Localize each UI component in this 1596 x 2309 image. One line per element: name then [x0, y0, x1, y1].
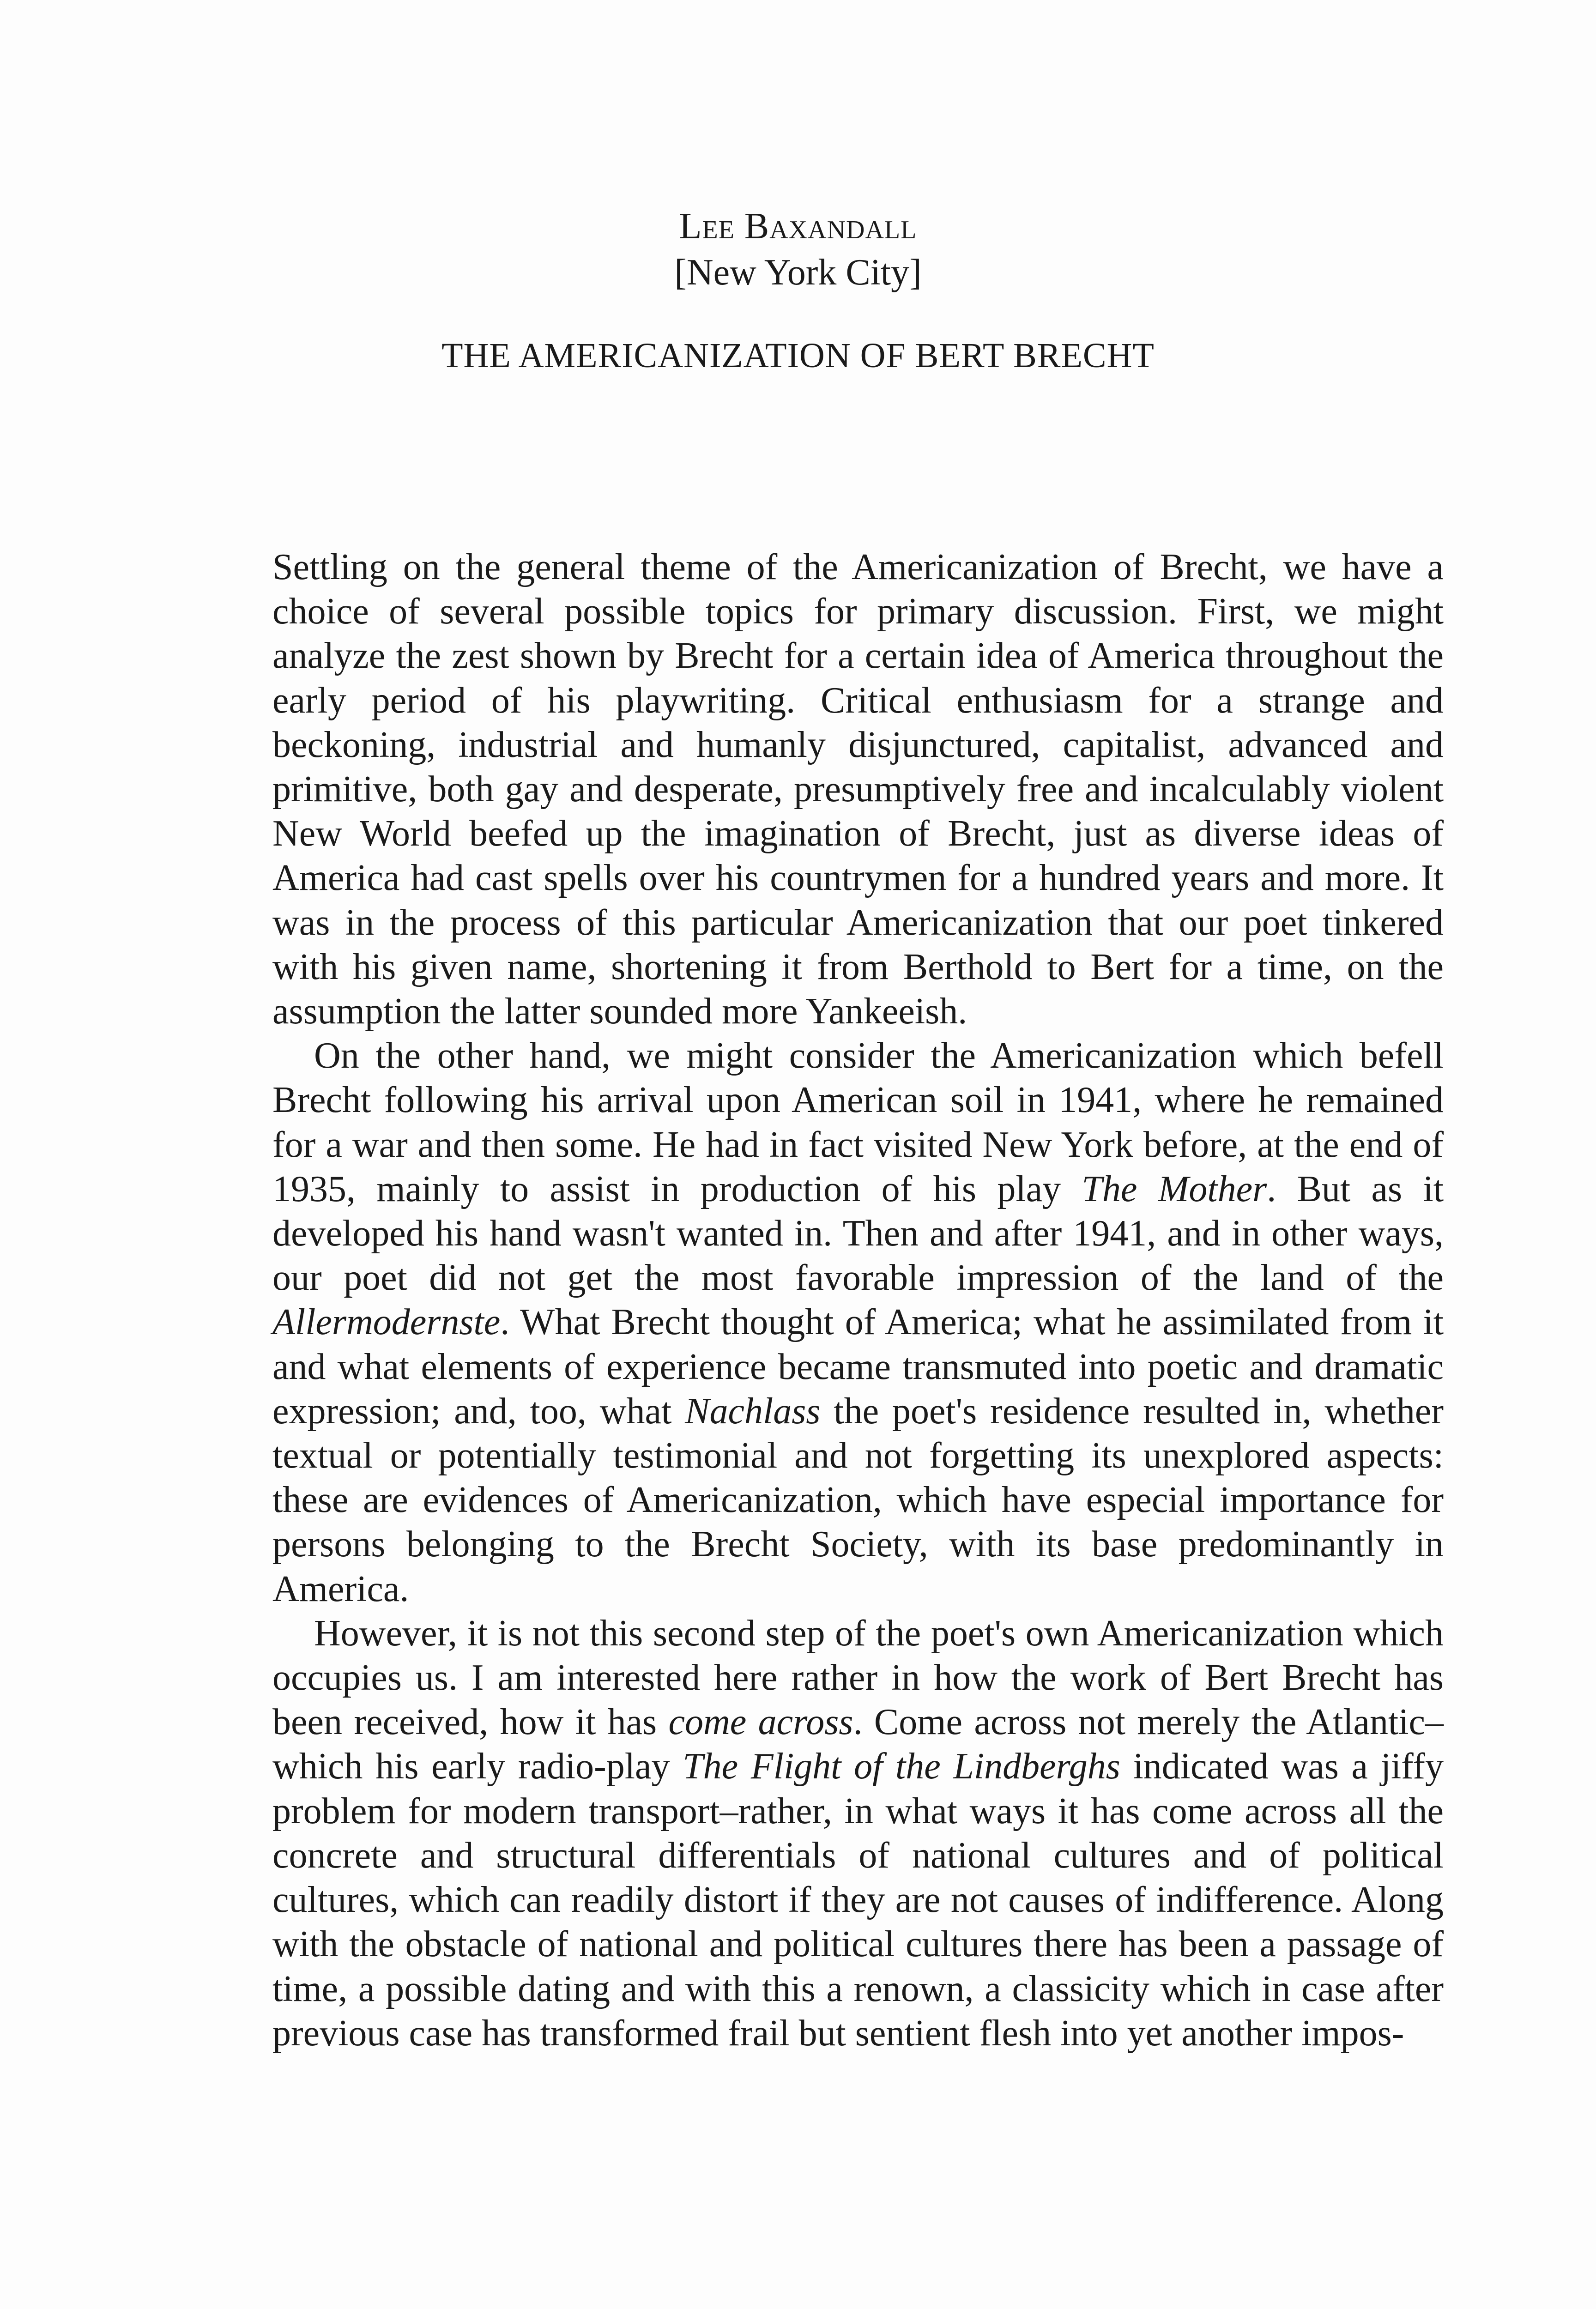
author-name: Lee Baxandall: [679, 206, 917, 247]
paragraph-2-text-a: On the other hand, we might consider the Americanization which befell Brecht following his arrival upon American soil in 1941, where he remained for a war and then some. He had in fact visited New York before, at the end of 1935, mainly to assist in production of his play: [272, 1035, 1444, 1209]
phrase-come-across: come across: [668, 1702, 853, 1743]
term-nachlass: Nachlass: [685, 1390, 821, 1432]
paragraph-2: [272, 1034, 1444, 1611]
paragraph-2-text-d: the poet's residence resulted in, whether textual or potentially testimonial and not forgetting its unexplored aspects: these are evidences of Americanization, which have especial importance for persons belonging to the Brecht Society, with its base predominantly in America.: [272, 1390, 1444, 1609]
paragraph-2-text-b: . But as it developed his hand wasn't wanted in. Then and after 1941, and in other ways, our poet did not get the most favorable impression of the land of the: [272, 1168, 1444, 1299]
paragraph-3-text-c: indicated was a jiffy problem for modern transport–rather, in what ways it has come across all the concrete and structural differentials of national cultures and of political cultures, which can readily distort if they are not causes of indifference. Along with the obstacle of national and political cultures there has been a passage of time, a possible dating and with this a renown, a classicity which in case after previous case has transformed frail but sentient flesh into yet another impos-: [272, 1746, 1444, 2054]
paragraph-3-text-b: . Come across not merely the Atlantic–which his early radio-play: [272, 1702, 1444, 1787]
paragraph-2-text-c: . What Brecht thought of America; what he assimilated from it and what elements of experience became transmuted into poetic and dramatic expression; and, too, what: [272, 1302, 1444, 1432]
paragraph-3-text-a: However, it is not this second step of the poet's own Americanization which occupies us. I am interested here rather in how the work of Bert Brecht has been received, how it has: [272, 1613, 1444, 1743]
play-title-the-mother: The Mother: [1082, 1168, 1267, 1209]
term-allermodernste: Allermodernste: [272, 1302, 501, 1343]
author-affiliation: [New York City]: [674, 252, 922, 293]
article-body: [272, 545, 1444, 2055]
article-title: THE AMERICANIZATION OF BERT BRECHT: [441, 336, 1155, 375]
paragraph-1: Settling on the general theme of the Americanization of Brecht, we have a choice of several possible topics for primary discussion. First, we might analyze the zest shown by Brecht for a certain idea of America throughout the early period of his playwriting. Critical enthusiasm for a strange and beckoning, industrial and humanly disjunctured, capitalist, advanced and primitive, both gay and desperate, presumptively free and incalculably violent New World beefed up the imagination of Brecht, just as diverse ideas of America had cast spells over his countrymen for a hundred years and more. It was in the process of this particular Americanization that our poet tinkered with his given name, shortening it from Berthold to Bert for a time, on the assumption the latter sounded more Yankeeish.: [272, 547, 1444, 1032]
paragraph-3: [272, 1611, 1444, 2055]
play-title-flight-of-the-lindberghs: The Flight of the Lindberghs: [683, 1746, 1120, 1787]
